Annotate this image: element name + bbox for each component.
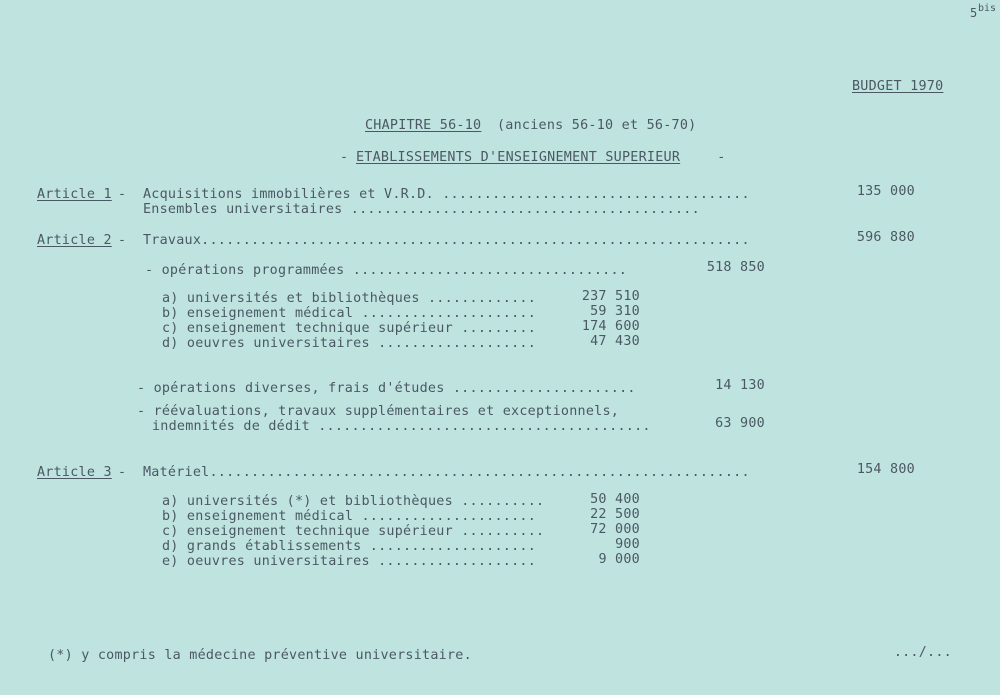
programmees-amount: 518 850 [706,260,765,275]
article1-label: Article 1 [37,187,112,202]
reevaluations-line1: - réévaluations, travaux supplémentaires et exceptionnels, [137,404,620,419]
list-item-amount: 59 310 [590,304,640,319]
article2-dash: - [118,233,135,248]
list-item: e) oeuvres universitaires ................... [162,554,537,569]
list-item: a) universités (*) et bibliothèques .......... [162,494,545,509]
section-title: ETABLISSEMENTS D'ENSEIGNEMENT SUPERIEUR [356,150,681,165]
diverses-line: - opérations diverses, frais d'études ...................... [137,381,636,396]
article3-dash: - [118,465,135,480]
list-item-amount: 50 400 [590,492,640,507]
list-item: a) universités et bibliothèques ............. [162,291,537,306]
list-item: c) enseignement technique supérieur ......... [162,321,537,336]
chapter-suffix: (anciens 56-10 et 56-70) [497,118,697,133]
reevaluations-amount: 63 900 [715,416,765,431]
chapter-label: CHAPITRE 56-10 [365,118,482,133]
list-item-amount: 22 500 [590,507,640,522]
page-number: 5 [970,6,978,20]
article2-line: Travaux.................................................................. [143,233,750,248]
reevaluations-line2: indemnités de dédit ........................................ [152,419,651,434]
list-item: c) enseignement technique supérieur .......... [162,524,545,539]
page-number-superscript: bis [978,3,997,14]
article1-line1: Acquisitions immobilières et V.R.D. ..................................... [143,187,750,202]
diverses-amount: 14 130 [715,378,765,393]
programmees-line: - opérations programmées ................................. [145,263,628,278]
list-item-amount: 237 510 [581,289,640,304]
article2-amount: 596 880 [856,230,915,245]
article3-line: Matériel................................................................. [143,465,750,480]
article3-amount: 154 800 [856,462,915,477]
article1-dash: - [118,187,135,202]
list-item: b) enseignement médical ..................... [162,306,537,321]
list-item-amount: 47 430 [590,334,640,349]
list-item: d) grands établissements .................... [162,539,537,554]
article3-label: Article 3 [37,465,112,480]
title-dash-right: - [709,150,726,165]
list-item: d) oeuvres universitaires ................... [162,336,537,351]
list-item: b) enseignement médical ..................... [162,509,537,524]
continuation-mark: .../... [893,645,952,660]
article1-line2: Ensembles universitaires .......................................... [143,202,700,217]
article2-label: Article 2 [37,233,112,248]
list-item-amount: 72 000 [590,522,640,537]
footnote: (*) y compris la médecine préventive universitaire. [48,648,472,663]
list-item-amount: 9 000 [598,552,640,567]
article1-amount: 135 000 [856,184,915,199]
title-dash-left: - [340,150,357,165]
budget-heading: BUDGET 1970 [852,79,944,94]
list-item-amount: 174 600 [581,319,640,334]
list-item-amount: 900 [615,537,640,552]
